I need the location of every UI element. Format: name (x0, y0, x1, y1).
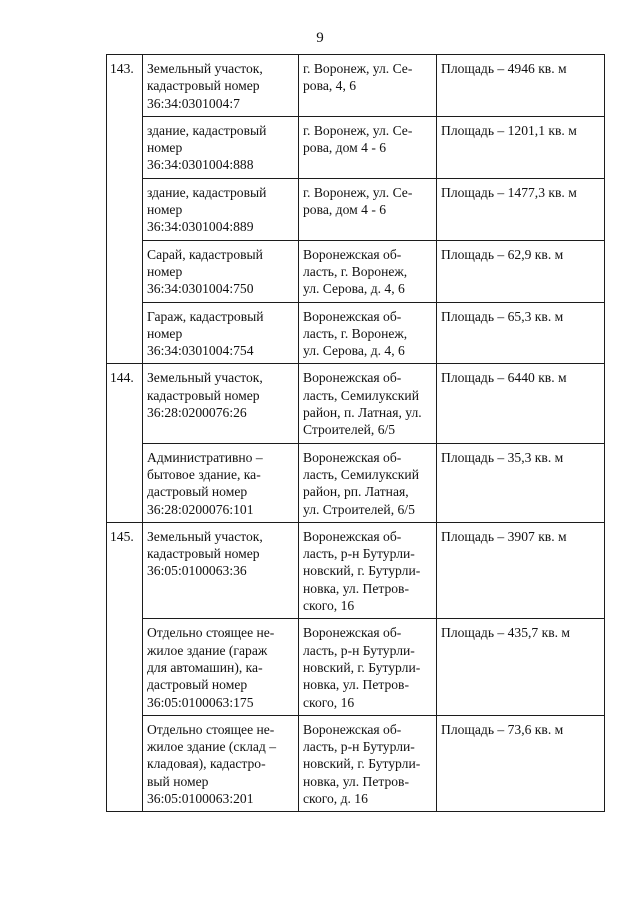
object-area: Площадь – 73,6 кв. м (437, 715, 605, 811)
table-row (107, 302, 605, 364)
object-area: Площадь – 62,9 кв. м (437, 240, 605, 302)
property-table (106, 54, 605, 812)
object-description: Гараж, кадастровый номер 36:34:0301004:754 (143, 302, 299, 364)
object-description: Отдельно стоящее не- жилое здание (гараж для автомашин), ка- дастровый номер 36:05:0100063:175 (143, 619, 299, 715)
object-address: Воронежская об- ласть, р-н Бутурли- новский, г. Бутурли- новка, ул. Петров- ского, 16 (299, 522, 437, 618)
object-description: здание, кадастровый номер 36:34:0301004:889 (143, 178, 299, 240)
object-description: Сарай, кадастровый номер 36:34:0301004:750 (143, 240, 299, 302)
object-area: Площадь – 3907 кв. м (437, 522, 605, 618)
table-row (107, 619, 605, 715)
property-table-wrap (106, 54, 604, 812)
object-address: Воронежская об- ласть, Семилукский район, рп. Латная, ул. Строителей, 6/5 (299, 443, 437, 522)
object-address: Воронежская об- ласть, Семилукский район, п. Латная, ул. Строителей, 6/5 (299, 364, 437, 443)
table-row (107, 364, 605, 443)
object-description: Земельный участок, кадастровый номер 36:34:0301004:7 (143, 55, 299, 117)
object-description: Отдельно стоящее не- жилое здание (склад – кладовая), кадастро- вый номер 36:05:0100063:201 (143, 715, 299, 811)
object-address: Воронежская об- ласть, р-н Бутурли- новский, г. Бутурли- новка, ул. Петров- ского, 16 (299, 619, 437, 715)
object-area: Площадь – 435,7 кв. м (437, 619, 605, 715)
object-description: Административно – бытовое здание, ка- дастровый номер 36:28:0200076:101 (143, 443, 299, 522)
object-address: г. Воронеж, ул. Се- рова, дом 4 - 6 (299, 178, 437, 240)
object-area: Площадь – 65,3 кв. м (437, 302, 605, 364)
object-description: здание, кадастровый номер 36:34:0301004:888 (143, 116, 299, 178)
property-table-body (107, 55, 605, 812)
object-description: Земельный участок, кадастровый номер 36:05:0100063:36 (143, 522, 299, 618)
table-row (107, 116, 605, 178)
object-address: Воронежская об- ласть, р-н Бутурли- новский, г. Бутурли- новка, ул. Петров- ского, д. 16 (299, 715, 437, 811)
table-row (107, 240, 605, 302)
item-number: 143. (107, 55, 143, 364)
object-area: Площадь – 1201,1 кв. м (437, 116, 605, 178)
table-row (107, 443, 605, 522)
object-address: г. Воронеж, ул. Се- рова, 4, 6 (299, 55, 437, 117)
object-area: Площадь – 4946 кв. м (437, 55, 605, 117)
object-address: г. Воронеж, ул. Се- рова, дом 4 - 6 (299, 116, 437, 178)
table-row (107, 715, 605, 811)
object-area: Площадь – 6440 кв. м (437, 364, 605, 443)
table-row (107, 55, 605, 117)
item-number: 145. (107, 522, 143, 811)
item-number: 144. (107, 364, 143, 522)
object-area: Площадь – 35,3 кв. м (437, 443, 605, 522)
object-area: Площадь – 1477,3 кв. м (437, 178, 605, 240)
object-description: Земельный участок, кадастровый номер 36:28:0200076:26 (143, 364, 299, 443)
page-number: 9 (316, 30, 324, 46)
object-address: Воронежская об- ласть, г. Воронеж, ул. Серова, д. 4, 6 (299, 240, 437, 302)
object-address: Воронежская об- ласть, г. Воронеж, ул. Серова, д. 4, 6 (299, 302, 437, 364)
table-row (107, 522, 605, 618)
table-row (107, 178, 605, 240)
